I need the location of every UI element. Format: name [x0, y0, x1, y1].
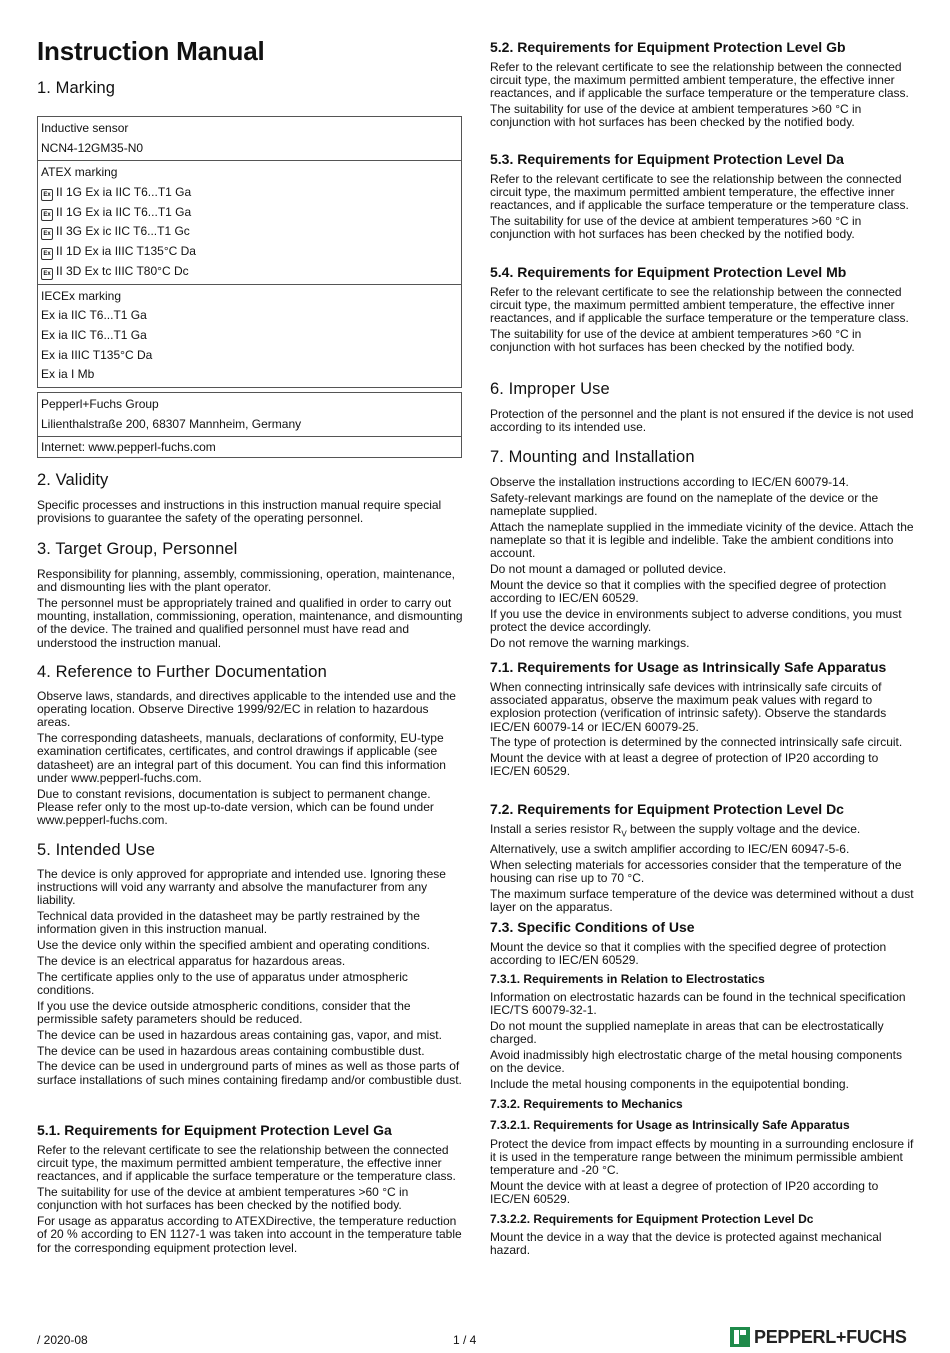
heading-marking: 1. Marking	[37, 79, 116, 97]
ex-hazard-icon: Ex	[41, 209, 53, 221]
section-specific-conditions	[490, 941, 918, 970]
paragraph: Protection of the personnel and the plant is not ensured if the device is not used according to its intended use.	[490, 407, 914, 435]
table-cell: Ex ia IIC T6...T1 Ga	[41, 327, 147, 342]
paragraph: Information on electrostatic hazards can be found in the technical specification IEC/TS 60079-32-1.	[490, 990, 906, 1018]
table-cell: Pepperl+Fuchs Group	[41, 397, 159, 411]
paragraph: The suitability for use of the device at ambient temperatures >60 °C in conjunction with hot surfaces has been checked by the notified body.	[490, 327, 862, 355]
heading-intrinsically-safe: 7.1. Requirements for Usage as Intrinsically Safe Apparatus	[490, 659, 887, 675]
marking-table	[37, 116, 462, 388]
section-further-documentation	[37, 690, 465, 830]
table-cell: Ex II 1D Ex ia IIIC T135°C Da	[41, 242, 458, 262]
table-cell: Ex ia IIIC T135°C Da	[41, 347, 153, 362]
table-cell: Ex II 3D Ex tc IIIC T80°C Dc	[41, 262, 458, 282]
table-row	[38, 161, 462, 284]
ex-hazard-icon: Ex	[41, 189, 53, 201]
paragraph: Technical data provided in the datasheet may be partly restrained by the information given in this instruction manual.	[37, 909, 420, 937]
paragraph: The suitability for use of the device at ambient temperatures >60 °C in conjunction with hot surfaces has been checked by the notified body.	[490, 102, 862, 130]
paragraph: Alternatively, use a switch amplifier according to IEC/EN 60947-5-6.	[490, 842, 850, 857]
brand-logo-text: PEPPERL+FUCHS	[754, 1326, 907, 1347]
paragraph: Do not remove the warning markings.	[490, 635, 690, 650]
paragraph: For usage as apparatus according to ATEXDirective, the temperature reduction of 20 % according to EN 1127-1 was taken into account in the temperature table for the corresponding equipment protection level.	[37, 1214, 462, 1255]
section-epl-dc	[490, 823, 918, 917]
ex-hazard-icon: Ex	[41, 268, 53, 280]
paragraph: Safety-relevant markings are found on the nameplate of the device or the nameplate supplied.	[490, 490, 879, 518]
section-mechanics-epl-dc	[490, 1231, 918, 1260]
paragraph: The device can be used in underground parts of mines as well as those parts of surface installations of such mines containing firedamp and/or combustible dust.	[37, 1059, 462, 1087]
footer-page-number: 1 / 4	[453, 1333, 477, 1347]
heading-mechanics-intrinsically-safe: 7.3.2.1. Requirements for Usage as Intrinsically Safe Apparatus	[490, 1118, 850, 1132]
section-epl-gb	[490, 61, 918, 132]
paragraph: Due to constant revisions, documentation is subject to permanent change. Please refer only to the most up-to-date version, which can be found under www.pepperl-fuchs.com.	[37, 786, 434, 828]
paragraph: Install a series resistor $R_V$ between the supply voltage and the device.	[490, 822, 861, 839]
section-intended-use	[37, 868, 465, 1089]
table-row	[38, 117, 462, 161]
paragraph: Observe the installation instructions according to IEC/EN 60079-14.	[490, 475, 849, 489]
paragraph: Specific processes and instructions in this instruction manual require special provisions to guarantee the safety of the operating personnel.	[37, 498, 442, 526]
paragraph: Attach the nameplate supplied in the immediate vicinity of the device. Attach the nameplate so that it is legible and indelible. Take the ambient conditions into account.	[490, 519, 914, 561]
paragraph: The maximum surface temperature of the device was determined without a dust layer on the apparatus.	[490, 886, 914, 915]
table-row	[38, 284, 462, 387]
paragraph: Mount the device with at least a degree of protection of IP20 according to IEC/EN 60529.	[490, 1179, 879, 1207]
heading-mechanics-epl-dc: 7.3.2.2. Requirements for Equipment Protection Level Dc	[490, 1212, 814, 1226]
paragraph: The personnel must be appropriately trained and qualified in order to carry out mounting, installation, commissioning, operation, maintenance, and dismounting of the device. The trained and qualified personnel must have read and understood the instruction manual.	[37, 596, 463, 650]
paragraph: Refer to the relevant certificate to see the relationship between the connected circuit type, the maximum permitted ambient temperature, the effective inner reactances, and if applicable the surface temperature or the temperature class.	[490, 172, 909, 213]
table-cell: Ex II 3G Ex ic IIC T6...T1 Gc	[41, 222, 458, 242]
heading-specific-conditions: 7.3. Specific Conditions of Use	[490, 919, 695, 935]
paragraph: Mount the device so that it complies with the specified degree of protection according to IEC/EN 60529.	[490, 577, 887, 605]
table-cell: IECEx marking	[41, 288, 122, 303]
table-cell: Ex II 1G Ex ia IIC T6...T1 Ga	[41, 203, 458, 223]
paragraph: The device can be used in hazardous areas containing combustible dust.	[37, 1043, 425, 1058]
table-cell: Ex ia IIC T6...T1 Ga	[41, 308, 147, 323]
paragraph: The type of protection is determined by the connected intrinsically safe circuit.	[490, 735, 903, 750]
heading-epl-ga: 5.1. Requirements for Equipment Protection Level Ga	[37, 1122, 392, 1138]
paragraph: Avoid inadmissibly high electrostatic charge of the metal housing components on the device.	[490, 1048, 903, 1076]
paragraph: Refer to the relevant certificate to see the relationship between the connected circuit type, the maximum permitted ambient temperature, the effective inner reactances, and if applicable the surface temperature or the temperature class.	[37, 1143, 456, 1184]
section-epl-ga	[37, 1144, 465, 1257]
paragraph: Refer to the relevant certificate to see the relationship between the connected circuit type, the maximum permitted ambient temperature, the effective inner reactances, and if applicable the surface temperature or the temperature class.	[490, 285, 909, 326]
paragraph: Use the device only within the specified ambient and operating conditions.	[37, 938, 430, 953]
heading-intended-use: 5. Intended Use	[37, 841, 155, 859]
paragraph: Responsibility for planning, assembly, commissioning, operation, maintenance, and dismounting lies with the plant operator.	[37, 567, 455, 595]
table-row	[38, 437, 462, 458]
paragraph: If you use the device in environments subject to adverse conditions, you must protect the device accordingly.	[490, 606, 902, 634]
table-cell: Internet: www.pepperl-fuchs.com	[41, 440, 216, 455]
paragraph: If you use the device outside atmospheric conditions, consider that the permissible safety parameters should be reduced.	[37, 998, 411, 1026]
table-cell: NCN4-12GM35-N0	[41, 140, 144, 155]
section-validity	[37, 499, 465, 528]
table-cell: ATEX marking	[41, 165, 118, 180]
table-cell: Ex ia I Mb	[41, 367, 95, 382]
ex-hazard-icon: Ex	[41, 228, 53, 240]
section-target-group	[37, 568, 465, 652]
heading-electrostatics: 7.3.1. Requirements in Relation to Electrostatics	[490, 972, 765, 986]
paragraph: The suitability for use of the device at ambient temperatures >60 °C in conjunction with hot surfaces has been checked by the notified body.	[37, 1185, 409, 1213]
document-title: Instruction Manual	[37, 36, 265, 66]
paragraph: Mount the device so that it complies with the specified degree of protection according to IEC/EN 60529.	[490, 940, 887, 968]
pf-logo-icon	[730, 1327, 750, 1347]
section-epl-da	[490, 173, 918, 244]
heading-target-group: 3. Target Group, Personnel	[37, 540, 238, 558]
paragraph: Include the metal housing components in the equipotential bonding.	[490, 1077, 849, 1091]
paragraph: Mount the device in a way that the device is protected against mechanical hazard.	[490, 1230, 882, 1258]
paragraph: The corresponding datasheets, manuals, declarations of conformity, EU-type examination certificates, certificates, and control drawings if applicable (see datasheet) are an integral part of this document. You can find this information under www.pepperl-fuchs.com.	[37, 731, 446, 785]
manufacturer-table	[37, 392, 462, 458]
heading-mounting-installation: 7. Mounting and Installation	[490, 448, 695, 466]
section-improper-use	[490, 408, 918, 437]
paragraph: Refer to the relevant certificate to see the relationship between the connected circuit type, the maximum permitted ambient temperature, the effective inner reactances, and if applicable the surface temperature or the temperature class.	[490, 60, 909, 101]
heading-epl-mb: 5.4. Requirements for Equipment Protection Level Mb	[490, 264, 847, 280]
paragraph: The device is an electrical apparatus for hazardous areas.	[37, 954, 346, 968]
paragraph: The certificate applies only to the use of apparatus under atmospheric conditions.	[37, 969, 408, 997]
paragraph: Observe laws, standards, and directives applicable to the intended use and the operating location. Observe Directive 1999/92/EC in relation to hazardous areas.	[37, 689, 456, 730]
ex-hazard-icon: Ex	[41, 248, 53, 260]
section-mechanics-intrinsically-safe	[490, 1138, 918, 1209]
paragraph: Mount the device with at least a degree of protection of IP20 according to IEC/EN 60529.	[490, 751, 879, 779]
paragraph: The suitability for use of the device at ambient temperatures >60 °C in conjunction with hot surfaces has been checked by the notified body.	[490, 214, 862, 242]
heading-improper-use: 6. Improper Use	[490, 380, 610, 398]
section-epl-mb	[490, 286, 918, 357]
heading-mechanics: 7.3.2. Requirements to Mechanics	[490, 1097, 683, 1111]
paragraph: When connecting intrinsically safe devices with intrinsically safe circuits of associated apparatus, observe the maximum peak values with regard to explosion protection (verification of intrinsic safety). Observe the standards IEC/EN 60079-14 or IEC/EN 60079-25.	[490, 680, 887, 734]
paragraph: The device can be used in hazardous areas containing gas, vapor, and mist.	[37, 1027, 442, 1042]
paragraph: Do not mount a damaged or polluted device.	[490, 562, 727, 576]
section-mounting-installation	[490, 476, 918, 653]
brand-logo	[730, 1326, 907, 1348]
table-cell: Ex II 1G Ex ia IIC T6...T1 Ga	[41, 183, 458, 203]
heading-validity: 2. Validity	[37, 471, 109, 489]
section-electrostatics	[490, 991, 918, 1094]
heading-epl-gb: 5.2. Requirements for Equipment Protection Level Gb	[490, 39, 846, 55]
footer-date: / 2020-08	[37, 1333, 88, 1347]
section-intrinsically-safe	[490, 681, 918, 781]
table-cell: Lilienthalstraße 200, 68307 Mannheim, Germany	[41, 416, 302, 431]
heading-epl-dc: 7.2. Requirements for Equipment Protection Level Dc	[490, 801, 844, 817]
table-cell: Inductive sensor	[41, 121, 129, 135]
paragraph: When selecting materials for accessories consider that the temperature of the housing can rise up to 70 °C.	[490, 857, 902, 886]
heading-further-documentation: 4. Reference to Further Documentation	[37, 663, 327, 681]
paragraph: Protect the device from impact effects by mounting in a surrounding enclosure if it is used in the temperature range between the minimum permissible ambient temperature and -20 °C.	[490, 1137, 914, 1178]
paragraph: The device is only approved for appropriate and intended use. Ignoring these instructions will void any warranty and absolve the manufacturer from any liability.	[37, 867, 446, 908]
table-row	[38, 393, 462, 437]
paragraph: Do not mount the supplied nameplate in areas that can be electrostatically charged.	[490, 1019, 884, 1047]
heading-epl-da: 5.3. Requirements for Equipment Protection Level Da	[490, 151, 844, 167]
